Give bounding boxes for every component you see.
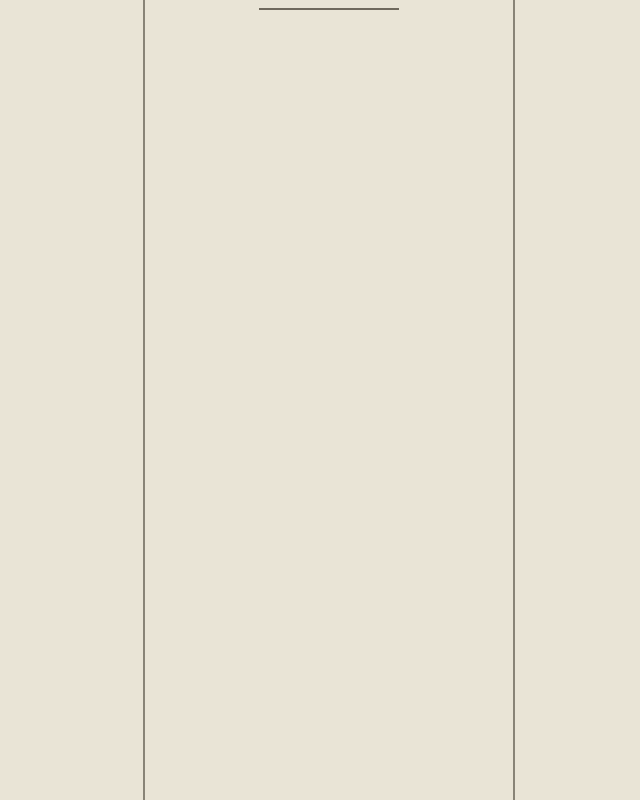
column-rule-right bbox=[513, 0, 515, 800]
column-rule-left bbox=[143, 0, 145, 800]
headline-rule bbox=[259, 8, 399, 10]
center-column bbox=[148, 0, 510, 800]
left-column bbox=[0, 0, 140, 800]
right-column bbox=[518, 0, 640, 800]
